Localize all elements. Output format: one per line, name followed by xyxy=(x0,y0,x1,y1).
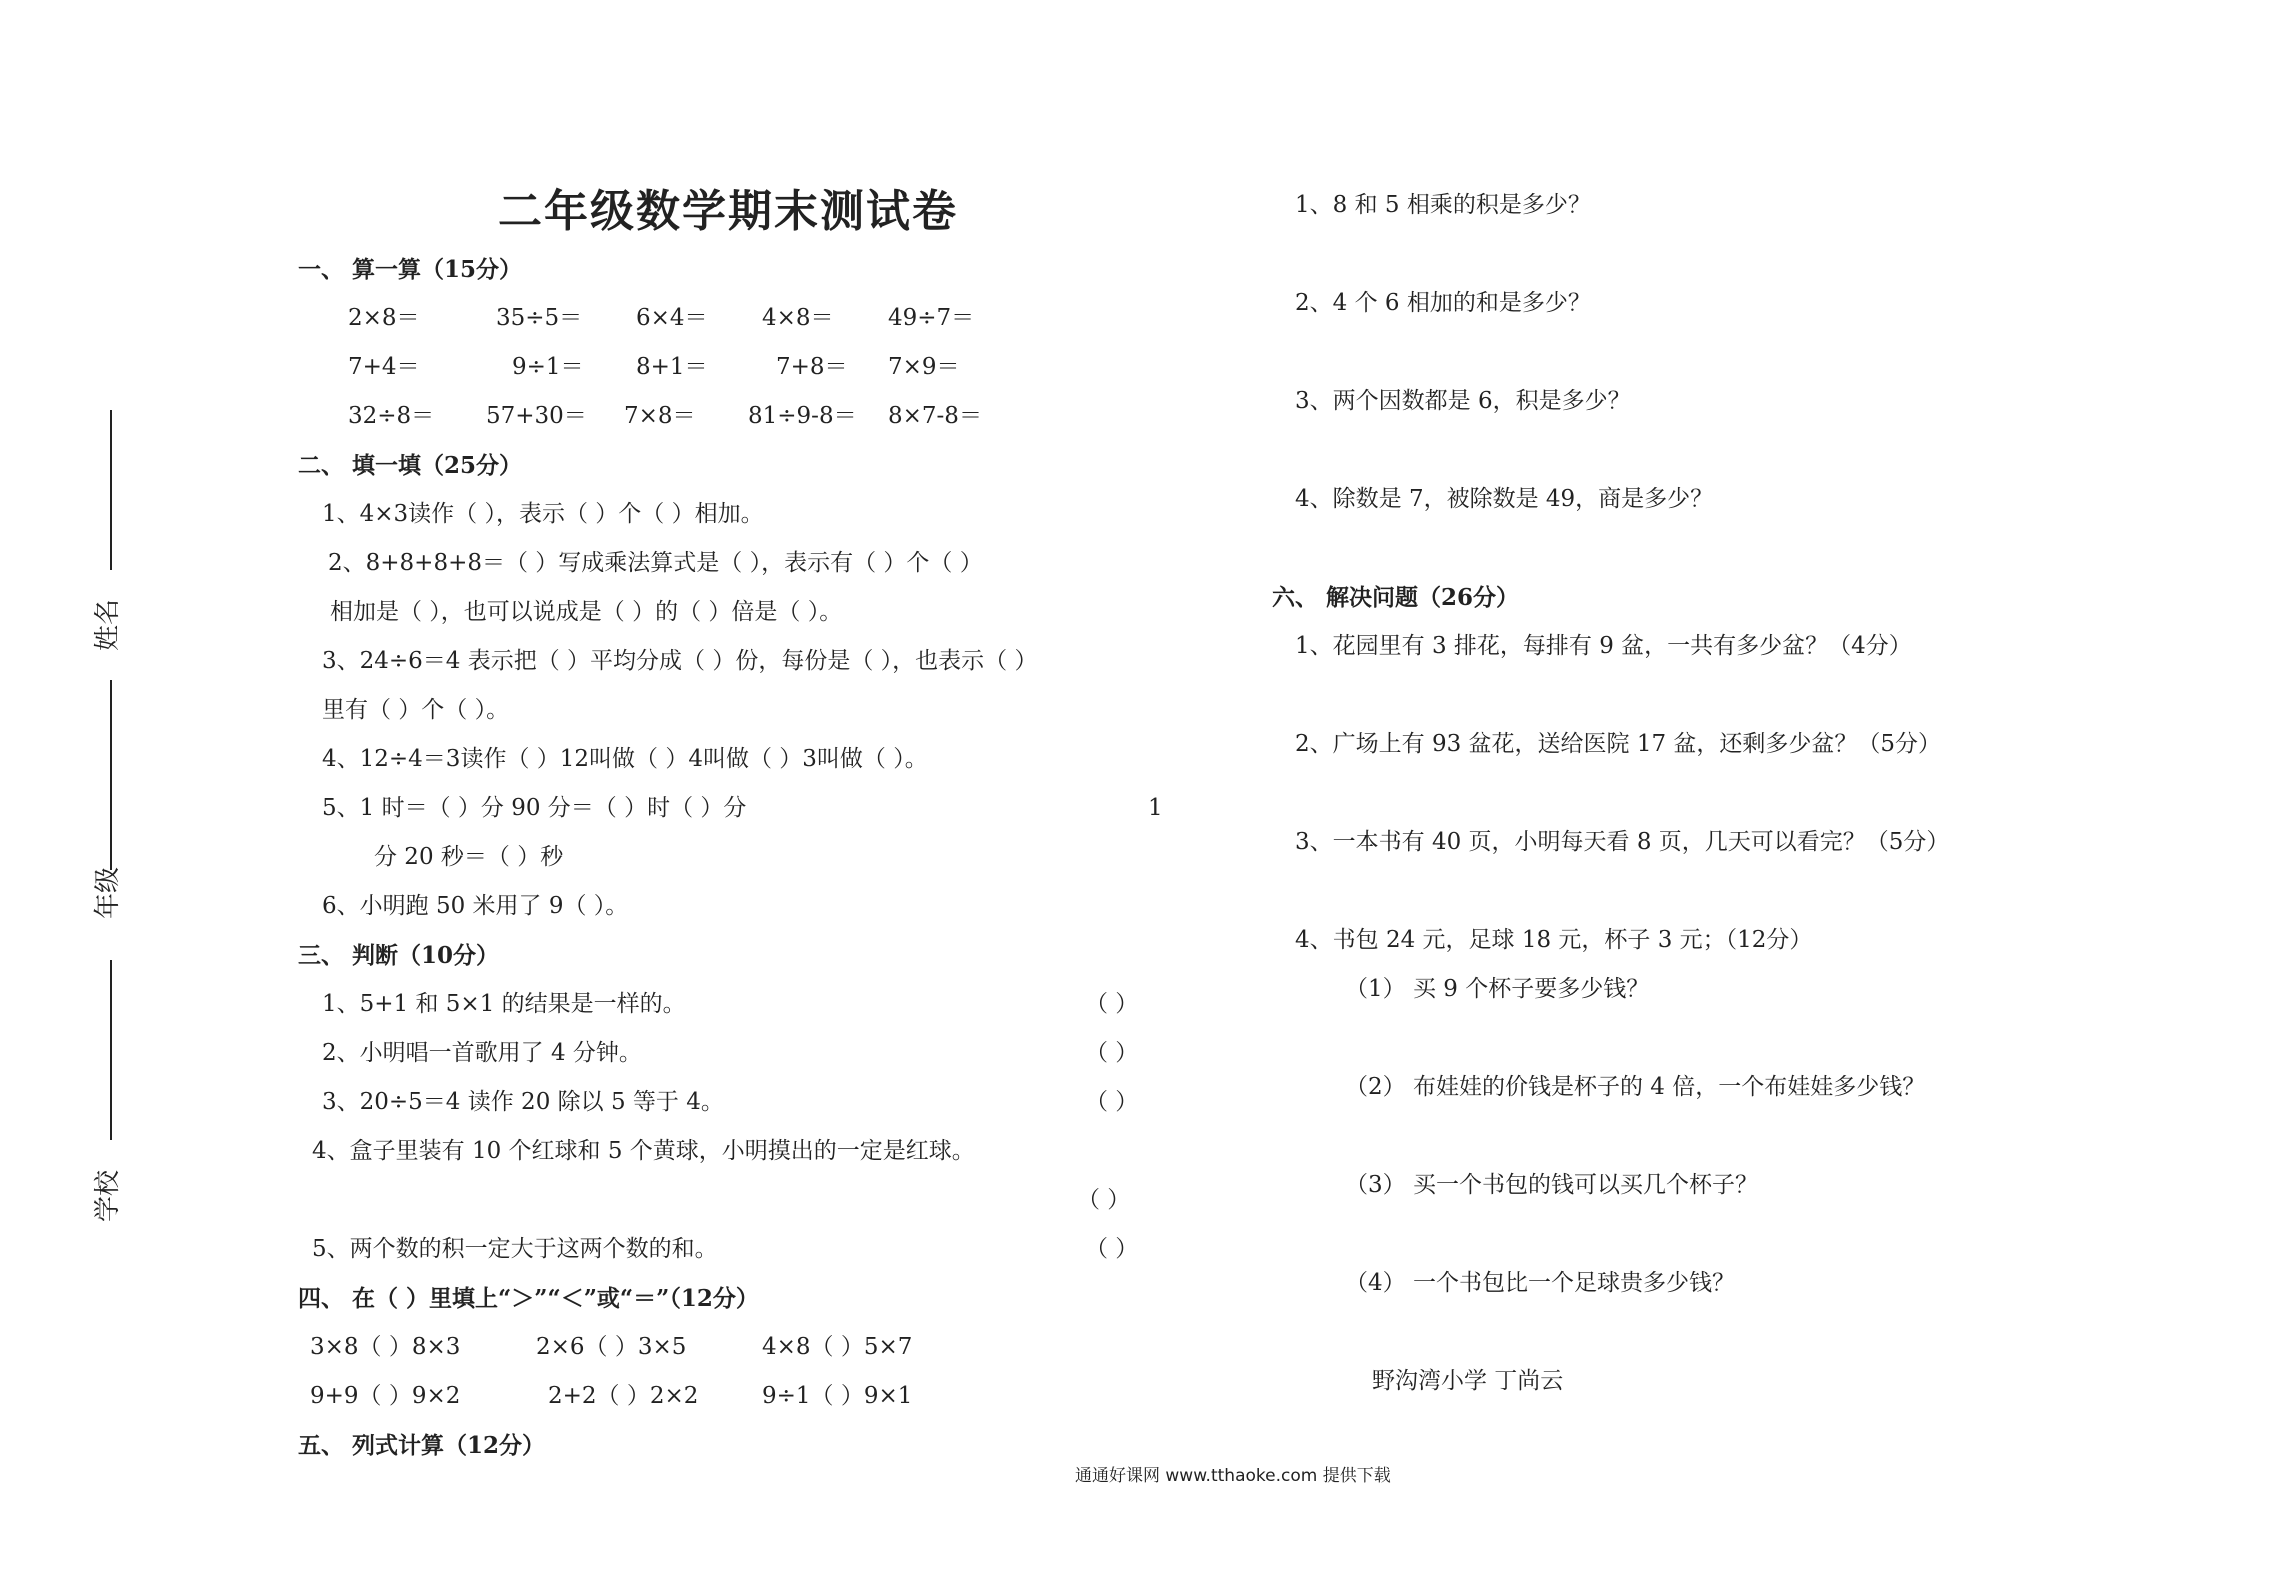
calc-question: 1、8 和 5 相乘的积是多少？ xyxy=(1295,192,1591,218)
judge-question: 4、盒子里装有 10 个红球和 5 个黄球，小明摸出的一定是红球。 xyxy=(312,1138,975,1164)
problem-subquestion: （1） 买 9 个杯子要多少钱？ xyxy=(1345,976,1650,1002)
compare-item: 3×8（ ）8×3 xyxy=(310,1334,461,1360)
calc-question: 3、两个因数都是 6，积是多少？ xyxy=(1295,388,1631,414)
section6-heading: 六、 解决问题（26分） xyxy=(1272,584,1520,611)
calc-item: 57+30＝ xyxy=(486,403,587,429)
judge-question: 5、两个数的积一定大于这两个数的和。 xyxy=(312,1236,718,1262)
name-line xyxy=(110,410,112,570)
calc-item: 49÷7＝ xyxy=(888,305,975,331)
calc-question: 2、4 个 6 相加的和是多少？ xyxy=(1295,290,1591,316)
calc-item: 2×8＝ xyxy=(348,305,420,331)
calc-item: 35÷5＝ xyxy=(496,305,583,331)
judge-question: 2、小明唱一首歌用了 4 分钟。 xyxy=(322,1040,642,1066)
fill-question: 分 20 秒＝（ ）秒 xyxy=(374,844,564,870)
problem-subquestion: （3） 买一个书包的钱可以买几个杯子？ xyxy=(1345,1172,1758,1198)
fill-question: 相加是（ ），也可以说成是（ ）的（ ）倍是（ ）。 xyxy=(330,599,843,625)
page-title: 二年级数学期末测试卷 xyxy=(498,186,958,237)
section2-heading: 二、 填一填（25分） xyxy=(298,452,523,479)
fill-question: 2、8+8+8+8＝（ ）写成乘法算式是（ ），表示有（ ）个（ ） xyxy=(328,550,983,576)
fill-question: 6、小明跑 50 米用了 9（ ）。 xyxy=(322,893,629,919)
compare-item: 4×8（ ）5×7 xyxy=(762,1334,913,1360)
problem-question: 1、花园里有 3 排花，每排有 9 盆，一共有多少盆？（4分） xyxy=(1295,633,1912,659)
calc-item: 8×7-8＝ xyxy=(888,403,982,429)
compare-item: 9+9（ ）9×2 xyxy=(310,1383,461,1409)
judge-question: 1、5+1 和 5×1 的结果是一样的。 xyxy=(322,991,686,1017)
name-label: 姓名 xyxy=(93,598,124,652)
judge-paren: （ ） xyxy=(1085,1089,1139,1115)
judge-paren: （ ） xyxy=(1077,1187,1131,1213)
section1-heading: 一、 算一算（15分） xyxy=(298,256,523,283)
fill-question: 里有（ ）个（ ）。 xyxy=(322,697,510,723)
fill-question: 3、24÷6＝4 表示把（ ）平均分成（ ）份，每份是（ ），也表示（ ） xyxy=(322,648,1038,674)
calc-item: 7×9＝ xyxy=(888,354,960,380)
judge-paren: （ ） xyxy=(1085,991,1139,1017)
problem-subquestion: （4） 一个书包比一个足球贵多少钱？ xyxy=(1345,1270,1735,1296)
page-footer: 通通好课网 www.tthaoke.com 提供下载 xyxy=(1075,1466,1391,1486)
judge-paren: （ ） xyxy=(1085,1040,1139,1066)
fill-question: 5、1 时＝（ ）分 90 分＝（ ）时（ ）分 xyxy=(322,795,747,821)
fill-question: 1、4×3读作（ ），表示（ ）个（ ）相加。 xyxy=(322,501,764,527)
calc-item: 32÷8＝ xyxy=(348,403,435,429)
compare-item: 2+2（ ）2×2 xyxy=(548,1383,699,1409)
calc-item: 8+1＝ xyxy=(636,354,708,380)
school-label: 学校 xyxy=(93,1169,124,1223)
problem-question: 3、一本书有 40 页，小明每天看 8 页，几天可以看完？（5分） xyxy=(1295,829,1950,855)
calc-item: 7+8＝ xyxy=(776,354,848,380)
grade-line xyxy=(110,680,112,870)
calc-item: 4×8＝ xyxy=(762,305,834,331)
problem-question: 4、书包 24 元，足球 18 元，杯子 3 元；（12分） xyxy=(1295,927,1813,953)
fill-question-tail: 1 xyxy=(1148,795,1163,821)
section5-heading: 五、 列式计算（12分） xyxy=(298,1432,546,1459)
compare-item: 2×6（ ）3×5 xyxy=(536,1334,687,1360)
calc-item: 6×4＝ xyxy=(636,305,708,331)
fill-question: 4、12÷4＝3读作（ ）12叫做（ ）4叫做（ ）3叫做（ ）。 xyxy=(322,746,928,772)
calc-item: 81÷9-8＝ xyxy=(748,403,857,429)
calc-item: 9÷1＝ xyxy=(512,354,584,380)
compare-item: 9÷1（ ）9×1 xyxy=(762,1383,913,1409)
grade-label: 年级 xyxy=(93,866,124,920)
problem-subquestion: （2） 布娃娃的价钱是杯子的 4 倍，一个布娃娃多少钱？ xyxy=(1345,1074,1926,1100)
calc-item: 7+4＝ xyxy=(348,354,420,380)
section3-heading: 三、 判断（10分） xyxy=(298,942,500,969)
judge-paren: （ ） xyxy=(1085,1236,1139,1262)
calc-question: 4、除数是 7，被除数是 49，商是多少？ xyxy=(1295,486,1714,512)
judge-question: 3、20÷5＝4 读作 20 除以 5 等于 4。 xyxy=(322,1089,724,1115)
author-credit: 野沟湾小学 丁尚云 xyxy=(1372,1368,1564,1394)
problem-question: 2、广场上有 93 盆花，送给医院 17 盆，还剩多少盆？（5分） xyxy=(1295,731,1942,757)
section4-heading: 四、 在（ ）里填上“＞”“＜”或“＝”（12分） xyxy=(298,1285,759,1312)
calc-item: 7×8＝ xyxy=(624,403,696,429)
school-line xyxy=(110,960,112,1140)
